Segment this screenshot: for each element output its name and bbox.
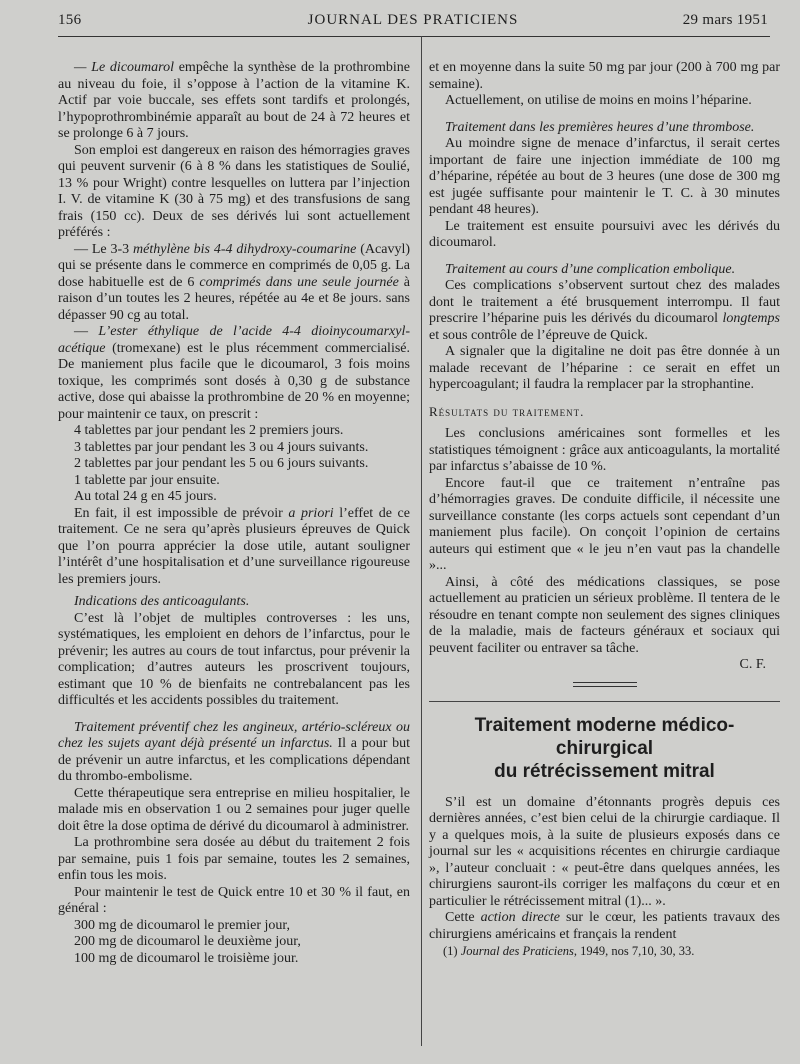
paragraph-hemorragies: Encore faut-il que ce traitement n’entraîne pas d’hémorragies graves. De conduite difficile, il nécessite une surveillance constante (les corps actuels sont cependant d’un maniement plus facile). On conçoit l’opinion de certains auteurs qui estiment que « le jeu n’en vaut pas la chandelle »...: [429, 475, 780, 573]
right-column: [429, 60, 780, 960]
heading-indications: Indications des anticoagulants.: [74, 594, 250, 609]
running-header: [58, 12, 768, 34]
paragraph-chirurgie: S’il est un domaine d’étonnants progrès depuis ces dernières années, c’est bien celui de la chirurgie cardiaque. Il y a quelques mois, à la suite de plusieurs exposés dans ce journal sur les « acquisitions récentes en chirurgie cardiaque », l’auteur concluait : « peut-être dans quelques années, les chirurgiens sauront-ils corriger les malfaçons du cœur et en particulier le rétrécissement mitral (1)... ».: [429, 794, 780, 909]
page-number: 156: [58, 12, 82, 28]
paragraph-tromexane: — L’ester éthylique de l’acide 4-4 dioinycoumarxyl-acétique (tromexane) est le plus récemment commercialisé. De maniement plus facile que le dicoumarol, 3 fois moins toxique, les comprimés sont dosés à 0,30 g de substance active, dose qui abaisse la prothrombine de 20 % en moyenne; pour maintenir ce taux, on prescrit :: [58, 324, 410, 422]
paragraph-digitaline: A signaler que la digitaline ne doit pas être donnée à un malade recevant de l’héparine : ce serait en effet un hypercoagulant; il faudra la remplacer par la strophantine.: [429, 344, 780, 392]
heading-embolique: Traitement au cours d’une complication embolique.: [445, 261, 736, 277]
paragraph-poursuivi: Le traitement est ensuite poursuivi avec les dérivés du dicoumarol.: [429, 218, 780, 250]
dose-line: 100 mg de dicoumarol le troisième jour.: [74, 950, 299, 966]
journal-title: JOURNAL DES PRATICIENS: [307, 12, 519, 28]
author-signature: C. F.: [739, 657, 766, 672]
section-rule: [429, 701, 780, 702]
paragraph-dangers: Son emploi est dangereux en raison des hémorragies graves qui peuvent survenir (6 à 8 % dans les statistiques de Soulié, 13 % pour Wright) contre lesquelles on luttera par l’injection I. V. de vitamine K (30 à 75 mg) et des transfusions de sang frais (150 cc). Deux de ses dérivés lui sont actuellement préférés :: [58, 142, 410, 240]
paragraph-therapeutique: Cette thérapeutique sera entreprise en milieu hospitalier, le malade mis en observation 1 ou 2 semaines pour juger quelle doit être la dose optima de dérivé du dicoumarol à administrer.: [58, 785, 410, 834]
heading-thrombose: Traitement dans les premières heures d’une thrombose.: [445, 119, 755, 135]
heading-preventif: Traitement préventif chez les angineux, artério-scléreux ou chez les sujets ayant déjà présenté un infarctus.: [58, 719, 410, 751]
dose-line: Au total 24 g en 45 jours.: [74, 489, 217, 504]
column-divider: [421, 36, 422, 1046]
paragraph-probleme: Ainsi, à côté des médications classiques, se pose actuellement au praticien un sérieux problème. Il tentera de le résoudre en tenant compte non seulement des signes cliniques de la maladie, mais de facteurs généraux et sociaux qui peuvent faciliter ou entraver sa tâche.: [429, 574, 780, 656]
paragraph-heparine: Actuellement, on utilise de moins en moins l’héparine.: [445, 93, 752, 108]
paragraph-moyenne: et en moyenne dans la suite 50 mg par jour (200 à 700 mg par semaine).: [429, 60, 780, 92]
paragraph-acavyl: — Le 3-3 méthylène bis 4-4 dihydroxy-coumarine (Acavyl) qui se présente dans le commerce en comprimés de 0,05 g. La dose habituelle est de 6 comprimés dans une seule journée à raison d’un toutes les 2 heures, répétée au 4e et 8e jours. sans dépasser 90 cg au total.: [58, 241, 410, 323]
header-rule: [58, 36, 770, 37]
article-title: Traitement moderne médico-chirurgical du rétrécissement mitral: [474, 714, 735, 782]
paragraph-menace: Au moindre signe de menace d’infarctus, il serait certes important de faire une injection immédiate de 100 mg d’héparine, répétée au bout de 3 heures (une dose de 300 mg est jugée suffisante pour maintenir le T. C. à 30 minutes pendant 48 heures).: [429, 136, 780, 217]
paragraph-preventif: Traitement préventif chez les angineux, artério-scléreux ou chez les sujets ayant déjà présenté un infarctus. Il a pour but de prévenir un autre infarctus, et les complications dépendant du thrombo-embolisme.: [58, 719, 410, 784]
heading-resultats: Résultats du traitement.: [429, 403, 585, 419]
dose-line: 3 tablettes par jour pendant les 3 ou 4 jours suivants.: [74, 439, 369, 455]
paragraph-quick: Pour maintenir le test de Quick entre 10 et 30 % il faut, en général :: [58, 884, 410, 916]
paragraph-a-priori: En fait, il est impossible de prévoir a priori l’effet de ce traitement. Ce ne sera qu’après plusieurs épreuves de Quick que l’on pourra apprécier la dose utile, autant souligner l’intérêt d’une hospitalisation et d’une surveillance rigoureuse les premiers jours.: [58, 505, 410, 587]
dose-line: 4 tablettes par jour pendant les 2 premiers jours.: [74, 423, 344, 438]
paragraph-controverses: C’est là l’objet de multiples controverses : les uns, systématiques, les emploient en dehors de l’infarctus, pour le prévenir; les autres au cours de tout infarctus, pour prévenir la complication; d’autres auteurs les proscrivent toujours, estimant que 10 % de bienfaits ne contrebalancent pas les difficultés et les accidents possibles du traitement.: [58, 610, 410, 708]
dose-line: 1 tablette par jour ensuite.: [74, 472, 220, 488]
left-column: [58, 60, 410, 967]
paragraph-conclusions: Les conclusions américaines sont formelles et les statistiques témoignent : grâce aux anticoagulants, la mortalité par infarctus s’abaisse de 10 %.: [429, 426, 780, 474]
dose-line: 2 tablettes par jour pendant les 5 ou 6 jours suivants.: [74, 456, 369, 471]
paragraph-dicoumarol: — Le dicoumarol empêche la synthèse de la prothrombine au niveau du foie, il s’oppose à l’action de la vitamine K. Actif par voie buccale, ses effets sont tardifs et prolongés, l’hypoprothrombinémie apparaît au bout de 24 à 72 heures et se prolonge 6 à 7 jours.: [58, 60, 410, 141]
paragraph-complications: Ces complications s’observent surtout chez des malades dont le traitement a été brusquement interrompu. Il faut prescrire l’héparine puis les dérivés du dicoumarol longtemps et sous contrôle de l’épreuve de Quick.: [429, 278, 780, 343]
footnote: (1) Journal des Praticiens, 1949, nos 7,10, 30, 33.: [443, 944, 695, 958]
section-ornament-rule: [573, 682, 637, 687]
paragraph-prothrombine: La prothrombine sera dosée au début du traitement 2 fois par semaine, puis 1 fois par semaine, toutes les 2 semaines, enfin tous les mois.: [58, 835, 410, 883]
dose-line: 300 mg de dicoumarol le premier jour,: [74, 917, 290, 933]
paragraph-action-directe: Cette action directe sur le cœur, les patients travaux des chirurgiens américains et français la rendent: [429, 910, 781, 942]
issue-date: 29 mars 1951: [682, 12, 768, 28]
dose-line: 200 mg de dicoumarol le deuxième jour,: [74, 934, 301, 949]
